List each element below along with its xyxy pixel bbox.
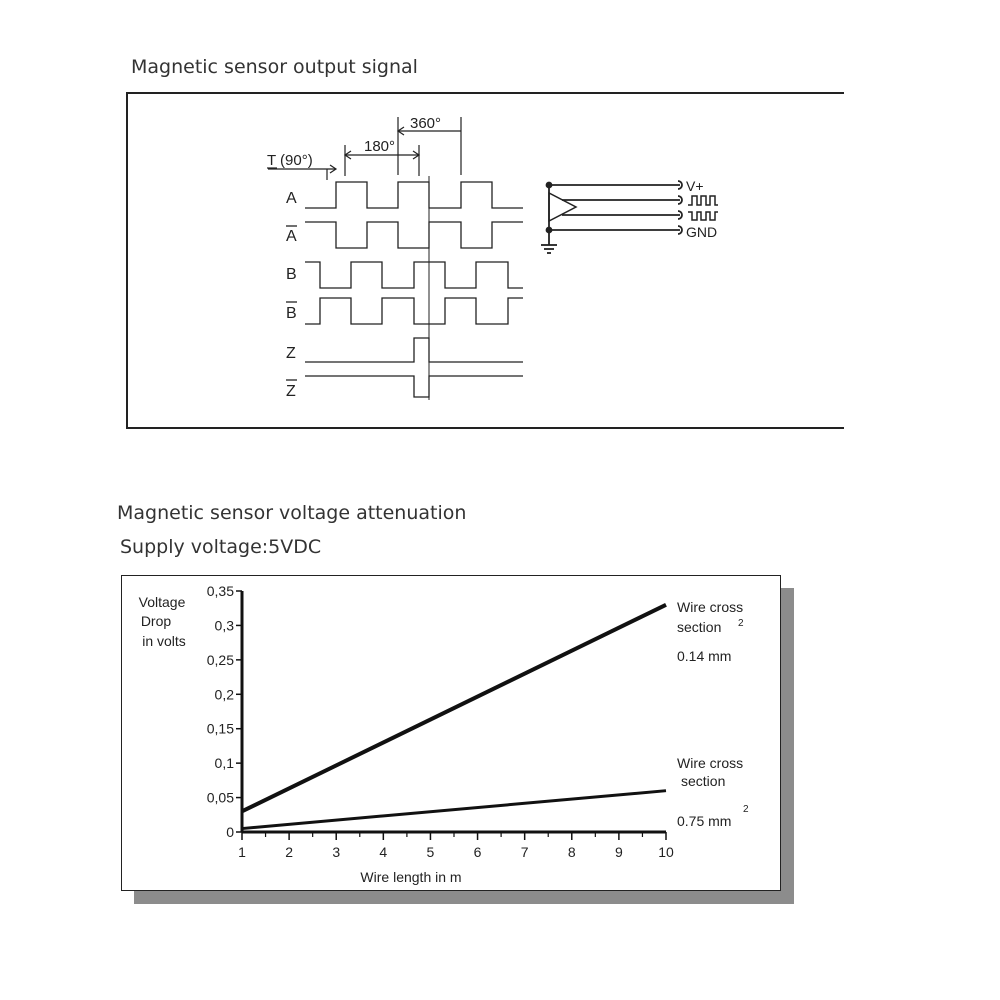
dim-label-360: 360°	[410, 115, 442, 132]
y-axis-label: Voltage	[138, 594, 186, 610]
channel-label-z-bar: Z	[286, 383, 296, 400]
x-tick-label: 4	[379, 844, 388, 860]
x-tick-label: 6	[473, 844, 482, 860]
signal-section-title: Magnetic sensor output signal	[131, 56, 418, 78]
series-line	[242, 791, 666, 829]
output-label-gnd: GND	[686, 224, 718, 240]
y-tick-label: 0,15	[206, 720, 234, 737]
y-tick-label: 0,25	[206, 651, 234, 668]
series-annotation-sup: 2	[738, 618, 744, 629]
y-axis-label: in volts	[142, 633, 186, 649]
series-annotation: 0.14 mm	[677, 648, 732, 664]
series-annotation: 0.75 mm	[677, 813, 732, 829]
y-axis-label: Drop	[140, 613, 172, 629]
series-annotation: Wire cross	[677, 599, 744, 615]
series-annotation: Wire cross	[677, 755, 744, 771]
attenuation-section-subtitle: Supply voltage:5VDC	[120, 536, 322, 558]
channel-label-b-bar: B	[286, 305, 297, 322]
x-tick-label: 3	[332, 844, 341, 860]
series-annotation: section	[681, 773, 726, 789]
y-tick-label: 0,05	[206, 789, 234, 806]
x-axis-label: Wire length in m	[360, 869, 462, 885]
y-tick-label: 0,2	[214, 686, 234, 703]
x-tick-label: 8	[567, 844, 576, 860]
x-tick-label: 9	[614, 844, 623, 860]
series-annotation: section	[677, 619, 722, 635]
channel-label-z: Z	[286, 345, 296, 362]
x-tick-label: 2	[285, 844, 294, 860]
dim-label-180: 180°	[364, 138, 396, 155]
x-tick-label: 5	[426, 844, 435, 860]
series-annotation-sup: 2	[743, 804, 749, 815]
series-line	[242, 605, 666, 812]
y-tick-label: 0,35	[206, 583, 234, 599]
x-tick-label: 1	[238, 844, 246, 860]
channel-label-a-bar: A	[286, 228, 297, 245]
x-tick-label: 7	[520, 844, 529, 860]
output-label-vplus: V+	[686, 178, 704, 194]
y-tick-label: 0,1	[214, 755, 234, 772]
y-tick-label: 0,3	[214, 617, 234, 634]
attenuation-section-title: Magnetic sensor voltage attenuation	[117, 502, 467, 524]
channel-label-b: B	[286, 266, 297, 283]
dim-label-90: T (90°)	[267, 152, 313, 169]
x-tick-label: 10	[658, 844, 674, 860]
y-tick-label: 0	[226, 824, 234, 840]
channel-label-a: A	[286, 190, 297, 207]
